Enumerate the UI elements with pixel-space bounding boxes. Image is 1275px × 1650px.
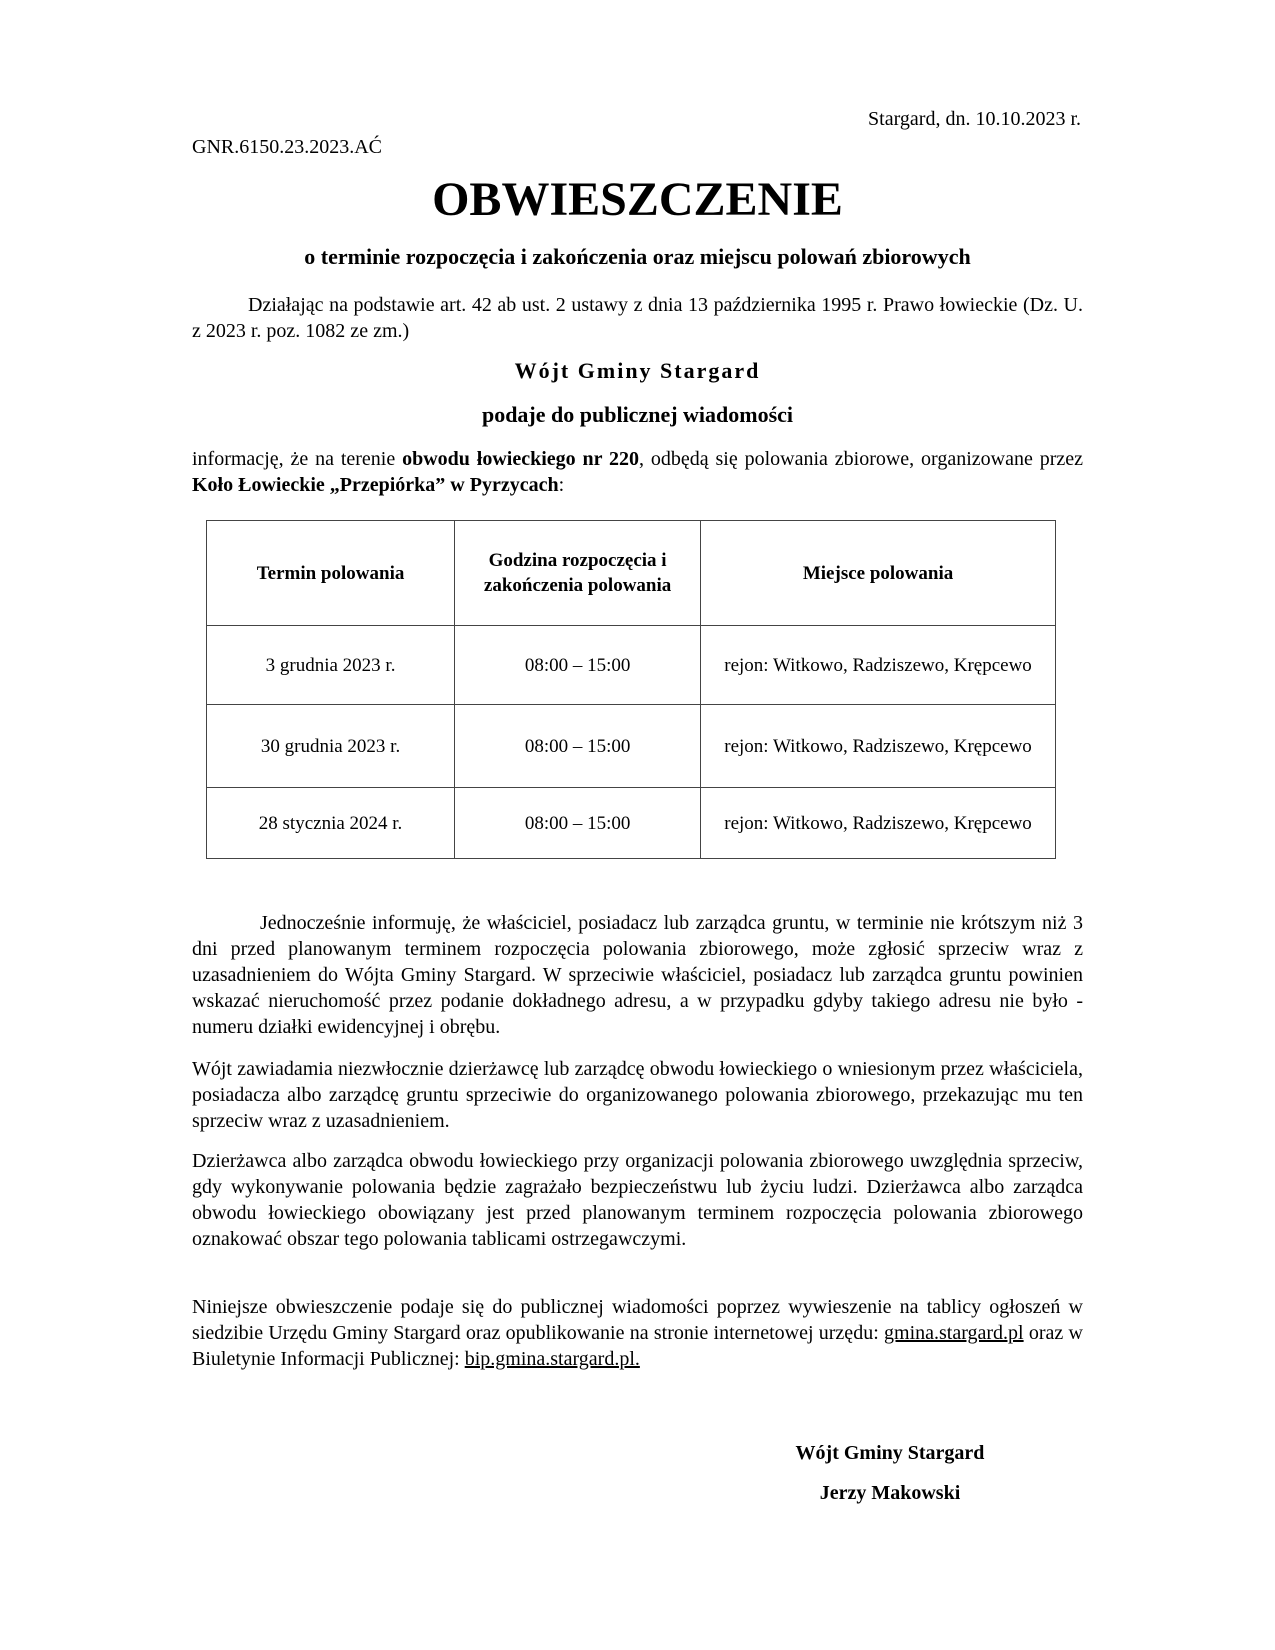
hunting-schedule-table	[206, 520, 1056, 859]
table-header-row	[207, 521, 1056, 626]
reference-number: GNR.6150.23.2023.AĆ	[192, 136, 383, 158]
gmina-website-link[interactable]: gmina.stargard.pl	[884, 1322, 1024, 1344]
cell-place: rejon: Witkowo, Radziszewo, Krępcewo	[701, 705, 1056, 788]
document-date: Stargard, dn. 10.10.2023 r.	[868, 108, 1081, 130]
publication-paragraph	[192, 1294, 1083, 1372]
cell-date: 28 stycznia 2024 r.	[207, 788, 455, 859]
info-text-2: , odbędą się polowania zbiorowe, organizowane przez	[639, 448, 1084, 470]
table-row	[207, 788, 1056, 859]
signature-role: Wójt Gminy Stargard	[795, 1442, 985, 1464]
bip-website-link[interactable]: bip.gmina.stargard.pl.	[464, 1348, 640, 1370]
legal-basis-paragraph: Działając na podstawie art. 42 ab ust. 2 ustawy z dnia 13 października 1995 r. Prawo łowieckie (Dz. U. z 2023 r. poz. 1082 ze zm.)	[192, 294, 1083, 342]
header-place: Miejsce polowania	[701, 521, 1056, 626]
safety-paragraph: Dzierżawca albo zarządca obwodu łowieckiego przy organizacji polowania zbiorowego uwzględnia sprzeciw, gdy wykonywanie polowania będzie zagrażało bezpieczeństwu lub życiu ludzi. Dzierżawca albo zarządca obwodu łowieckiego obowiązany jest przed planowanym terminem rozpoczęcia polowania zbiorowego oznakować obszar tego polowania tablicami ostrzegawczymi.	[192, 1150, 1083, 1250]
publication-text-1: Niniejsze obwieszczenie podaje się do publicznej wiadomości poprzez wywieszenie na tablicy ogłoszeń w siedzibie Urzędu Gminy Stargard oraz opublikowanie na stronie internetowej urzędu:	[192, 1296, 1083, 1344]
cell-place: rejon: Witkowo, Radziszewo, Krępcewo	[701, 788, 1056, 859]
document-subtitle: o terminie rozpoczęcia i zakończenia oraz miejscu polowań zbiorowych	[304, 244, 971, 269]
header-date: Termin polowania	[207, 521, 455, 626]
info-text-3: :	[558, 474, 565, 496]
hunting-district: obwodu łowieckiego nr 220	[402, 448, 640, 470]
table-row	[207, 705, 1056, 788]
table-row	[207, 626, 1056, 705]
document-title: OBWIESZCZENIE	[432, 173, 843, 226]
publication-text-2: oraz w Biuletynie Informacji Publicznej:	[192, 1322, 1084, 1370]
authority-heading: Wójt Gminy Stargard	[514, 358, 761, 383]
objection-paragraph: Jednocześnie informuję, że właściciel, posiadacz lub zarządca gruntu, w terminie nie krótszym niż 3 dni przed planowanym terminem rozpoczęcia polowania zbiorowego, może zgłosić sprzeciw wraz z uzasadnieniem do Wójta Gminy Stargard. W sprzeciwie właściciel, posiadacz lub zarządca gruntu powinien wskazać nieruchomość przez podanie dokładnego adresu, a w przypadku gdyby takiego adresu nie było - numeru działki ewidencyjnej i obrębu.	[192, 912, 1083, 1038]
hunting-club: Koło Łowieckie „Przepiórka” w Pyrzycach	[192, 474, 559, 496]
cell-date: 30 grudnia 2023 r.	[207, 705, 455, 788]
cell-hours: 08:00 – 15:00	[455, 626, 701, 705]
announce-heading: podaje do publicznej wiadomości	[481, 402, 794, 427]
info-text-1: informację, że na terenie	[192, 448, 403, 470]
header-hours: Godzina rozpoczęcia i zakończenia polowania	[455, 521, 701, 626]
signature-name: Jerzy Makowski	[819, 1482, 961, 1504]
cell-place: rejon: Witkowo, Radziszewo, Krępcewo	[701, 626, 1056, 705]
notification-paragraph: Wójt zawiadamia niezwłocznie dzierżawcę lub zarządcę obwodu łowieckiego o wniesionym przez właściciela, posiadacza albo zarządcę gruntu sprzeciwie do organizowanego polowania zbiorowego, przekazując mu ten sprzeciw wraz z uzasadnieniem.	[192, 1058, 1083, 1132]
cell-hours: 08:00 – 15:00	[455, 788, 701, 859]
info-paragraph	[192, 446, 1083, 498]
cell-date: 3 grudnia 2023 r.	[207, 626, 455, 705]
cell-hours: 08:00 – 15:00	[455, 705, 701, 788]
